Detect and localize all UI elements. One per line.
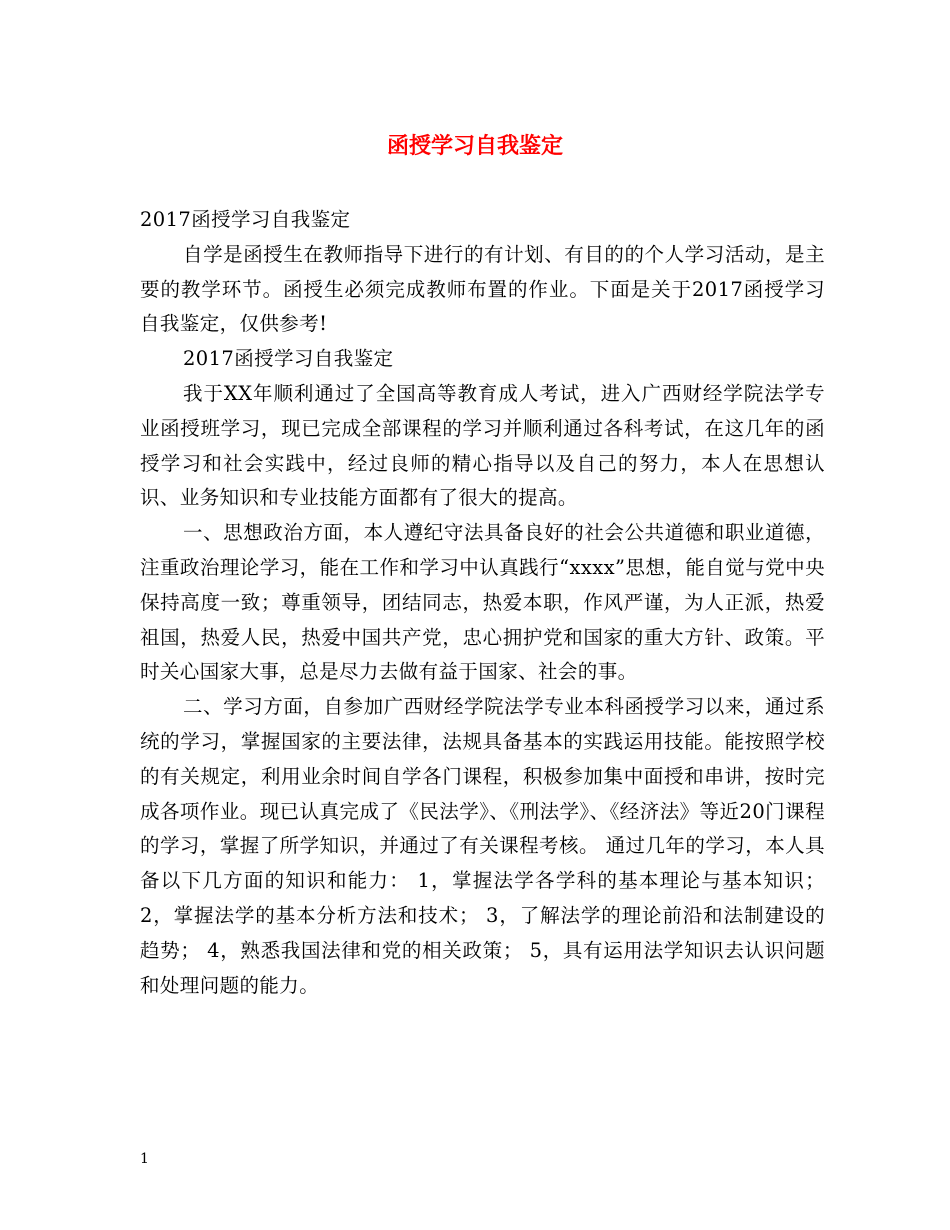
body-paragraph: 我于XX年顺利通过了全国高等教育成人考试，进入广西财经学院法学专业函授班学习，现已完成全部课程的学习并顺利通过各科考试，在这几年的函授学习和社会实践中，经过良师的精心指导以及自己的努力，本人在思想认识、业务知识和专业技能方面都有了很大的提高。 [140,381,825,510]
politics-paragraph: 一、思想政治方面，本人遵纪守法具备良好的社会公共道德和职业道德，注重政治理论学习，能在工作和学习中认真践行“xxxx”思想，能自觉与党中央保持高度一致；尊重领导，团结同志，热爱本职，作风严谨，为人正派，热爱祖国，热爱人民，热爱中国共产党，忠心拥护党和国家的重大方针、政策。平时关心国家大事，总是尽力去做有益于国家、社会的事。 [140,521,825,684]
page-title: 函授学习自我鉴定 [386,133,563,159]
intro-paragraph: 自学是函授生在教师指导下进行的有计划、有目的的个人学习活动，是主要的教学环节。函授生必须完成教师布置的作业。下面是关于2017函授学习自我鉴定，仅供参考! [140,242,825,336]
page-number: 1 [140,1151,149,1167]
section-heading: 2017函授学习自我鉴定 [183,347,394,371]
document-body [140,203,825,1003]
document-subtitle: 2017函授学习自我鉴定 [140,208,351,231]
study-paragraph: 二、学习方面，自参加广西财经学院法学专业本科函授学习以来，通过系统的学习，掌握国家的主要法律，法规具备基本的实践运用技能。能按照学校的有关规定，利用业余时间自学各门课程，积极参加集中面授和串讲，按时完成各项作业。现已认真完成了《民法学》、《刑法学》、《经济法》等近20门课程的学习，掌握了所学知识，并通过了有关课程考核。 通过几年的学习，本人具备以下几方面的知识和能力： 1，掌握法学各学科的基本理论与基本知识； 2，掌握法学的基本分析方法和技术； 3，了解法学的理论前沿和法制建设的趋势； 4，熟悉我国法律和党的相关政策； 5，具有运用法学知识去认识问题和处理问题的能力。 [140,695,825,997]
